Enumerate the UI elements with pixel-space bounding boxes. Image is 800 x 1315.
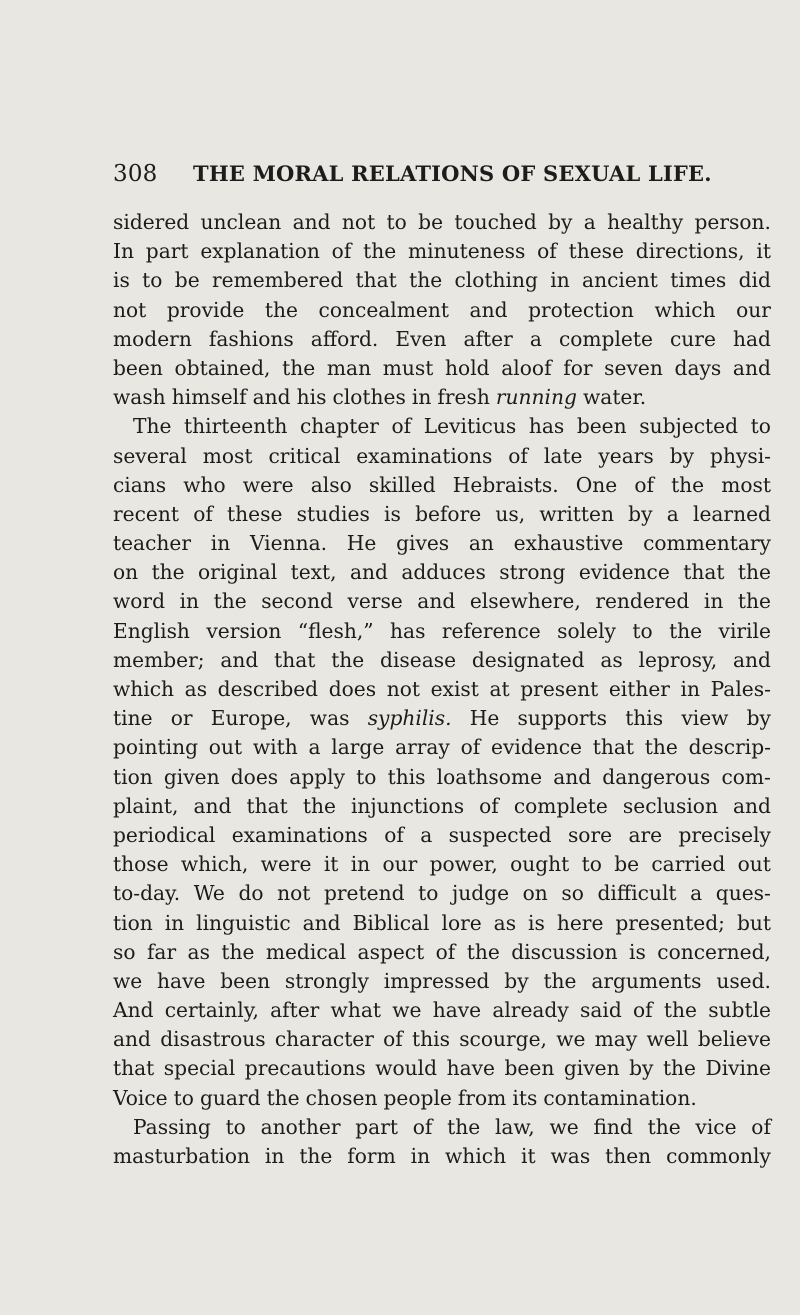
text-line: tine or Europe, was syphilis. He supports this view by <box>113 706 771 731</box>
text-line: masturbation in the form in which it was then commonly <box>113 1144 771 1168</box>
text-line: English version “flesh,” has reference solely to the virile <box>113 618 771 643</box>
text-line: The thirteenth chapter of Leviticus has been subjected to <box>133 414 771 439</box>
text-line: tion given does apply to this loathsome and dangerous com- <box>113 764 771 789</box>
text-line: on the original text, and adduces strong evidence that the <box>113 560 771 585</box>
text-line: member; and that the disease designated as leprosy, and <box>113 647 771 672</box>
text-line: word in the second verse and elsewhere, rendered in the <box>113 589 771 614</box>
text-line: not provide the concealment and protection which our <box>113 297 771 322</box>
text-line: which as described does not exist at present either in Pales- <box>113 677 771 701</box>
text-line: In part explanation of the minuteness of these directions, it <box>113 239 771 264</box>
text-line: Voice to guard the chosen people from its contamination. <box>113 1085 697 1110</box>
text-line: is to be remembered that the clothing in ancient times did <box>113 268 771 293</box>
text-line: cians who were also skilled Hebraists. One of the most <box>113 472 771 497</box>
text-line: modern fashions afford. Even after a complete cure had <box>113 326 771 351</box>
text-line: we have been strongly impressed by the arguments used. <box>113 968 771 993</box>
text-line: periodical examinations of a suspected sore are precisely <box>113 822 771 847</box>
text-line: Passing to another part of the law, we find the vice of <box>133 1114 771 1139</box>
text-line: to-day. We do not pretend to judge on so difficult a ques- <box>113 881 771 906</box>
text-line: pointing out with a large array of evidence that the descrip- <box>113 735 771 760</box>
text-line: and disastrous character of this scourge, we may well believe <box>113 1027 771 1052</box>
text-line: plaint, and that the injunctions of complete seclusion and <box>113 793 771 818</box>
text-line: several most critical examinations of late years by physi- <box>113 443 771 468</box>
text-line: that special precautions would have been given by the Divine <box>113 1056 771 1081</box>
page-header <box>113 161 763 193</box>
running-title: THE MORAL RELATIONS OF SEXUAL LIFE. <box>193 161 712 186</box>
text-line: been obtained, the man must hold aloof for seven days and <box>113 355 771 380</box>
text-line: wash himself and his clothes in fresh running water. <box>113 385 647 410</box>
text-line: those which, were it in our power, ought to be carried out <box>113 852 771 877</box>
page-number: 308 <box>113 161 158 187</box>
body-text <box>113 208 771 1171</box>
text-line: teacher in Vienna. He gives an exhaustive commentary <box>113 531 771 556</box>
text-line: so far as the medical aspect of the discussion is concerned, <box>113 939 771 964</box>
text-line: recent of these studies is before us, written by a learned <box>113 501 771 526</box>
text-line: tion in linguistic and Biblical lore as is here presented; but <box>113 910 771 935</box>
text-line: sidered unclean and not to be touched by a healthy person. <box>113 210 771 234</box>
text-line: And certainly, after what we have already said of the subtle <box>113 998 771 1023</box>
